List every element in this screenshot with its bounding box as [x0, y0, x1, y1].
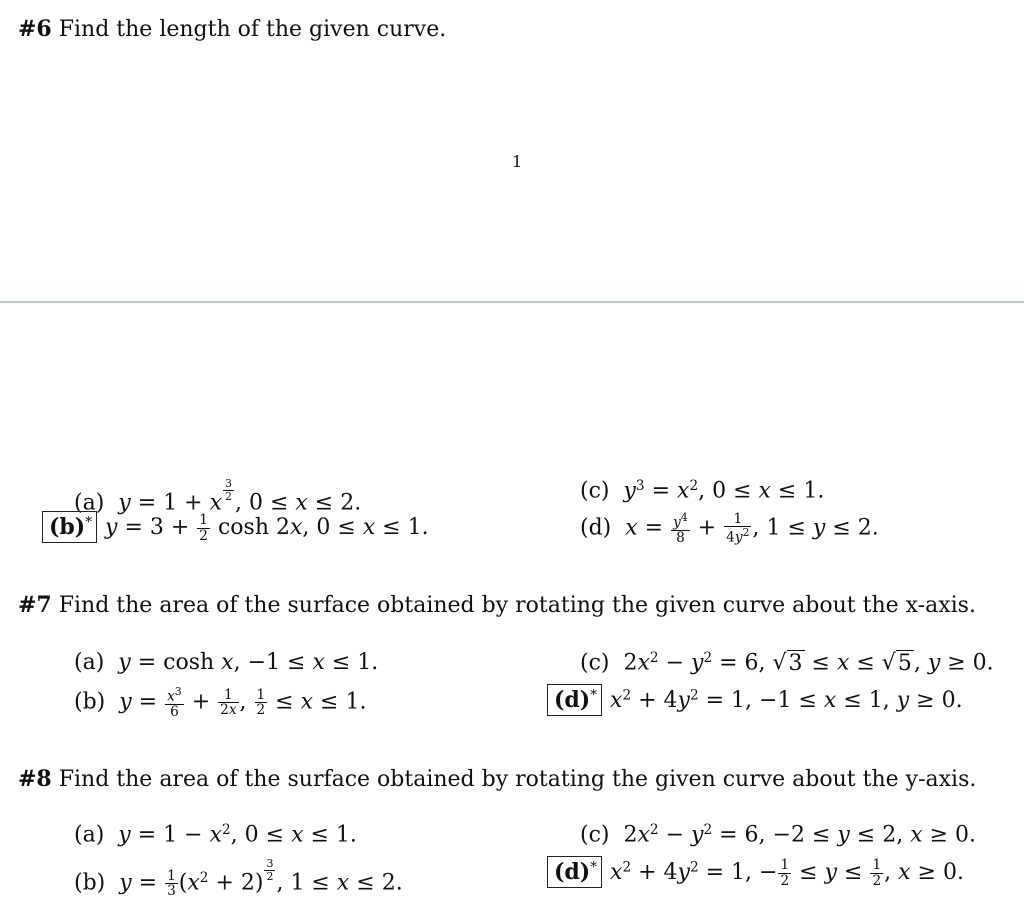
q8-option-b: (b) y = $\frac{1}{3}$ $(x^2 + 2)$ $\frac{3}{2}$ , 1 ≤ x ≤ 2. [74, 857, 403, 899]
question-6-text: Find the length of the given curve. [58, 17, 447, 42]
q8-option-a-label: (a) [74, 822, 105, 848]
q7-option-a: (a) y = cosh x, −1 ≤ x ≤ 1. [74, 650, 379, 675]
q7-option-b: (b) y = $\frac{x^3}{6}$ + $\frac{1}{2x}$ , $\frac{1}{2}$ ≤ x ≤ 1. [74, 685, 367, 720]
q6-option-d: (d) x = $\frac{y^4}{8}$ + $\frac{1}{4y^2}$ , 1 ≤ y ≤ 2. [580, 511, 879, 546]
q6-option-c: (c) $y^3 = x^2$, 0 ≤ x ≤ 1. [580, 478, 825, 504]
question-8-heading [18, 766, 976, 792]
q7-option-c-label: (c) [580, 650, 610, 676]
question-7-text: Find the area of the surface obtained by rotating the given curve about the x-axis. [58, 593, 976, 618]
q6-option-d-label: (d) [580, 515, 612, 541]
question-6-heading [18, 16, 446, 42]
q6-option-b-box: (b)* [42, 511, 97, 543]
q6-option-a: (a) y = 1 + x $\frac{3}{2}$ , 0 ≤ x ≤ 2. [74, 477, 362, 516]
q6-option-c-label: (c) [580, 478, 610, 504]
page-divider [0, 301, 1024, 303]
q7-option-c: (c) $2x^2 - y^2 = 6$, √3 ≤ x ≤ √5, y ≥ 0. [580, 650, 994, 676]
question-8-text: Find the area of the surface obtained by rotating the given curve about the y-axis. [58, 767, 977, 792]
q8-option-c: (c) $2x^2 - y^2 = 6$, −2 ≤ y ≤ 2, x ≥ 0. [580, 822, 977, 848]
q6-option-a-label: (a) [74, 490, 105, 516]
q6-option-b: (b)* y = 3 + $\frac{1}{2}$ cosh 2x, 0 ≤ x ≤ 1. [42, 511, 429, 543]
q8-option-a: (a) $y = 1 - x^2$, 0 ≤ x ≤ 1. [74, 822, 357, 848]
question-6-number: #6 [18, 16, 52, 42]
q8-option-b-label: (b) [74, 870, 106, 896]
q8-option-d: (d)* $x^2 + 4y^2 = 1$, − $\frac{1}{2}$ ≤ y ≤ $\frac{1}{2}$ , x ≥ 0. [547, 856, 964, 888]
q7-option-b-label: (b) [74, 689, 106, 715]
q8-option-c-label: (c) [580, 822, 610, 848]
q8-option-d-box: (d)* [547, 856, 602, 888]
q6-option-a-math: y [111, 490, 131, 516]
q7-option-d-box: (d)* [547, 684, 602, 716]
question-7-heading [18, 592, 976, 618]
page-number: 1 [512, 152, 523, 171]
q7-option-d: (d)* $x^2 + 4y^2 = 1$, −1 ≤ x ≤ 1, y ≥ 0. [547, 684, 963, 716]
question-8-number: #8 [18, 766, 52, 792]
question-7-number: #7 [18, 592, 52, 618]
q7-option-a-label: (a) [74, 650, 105, 675]
